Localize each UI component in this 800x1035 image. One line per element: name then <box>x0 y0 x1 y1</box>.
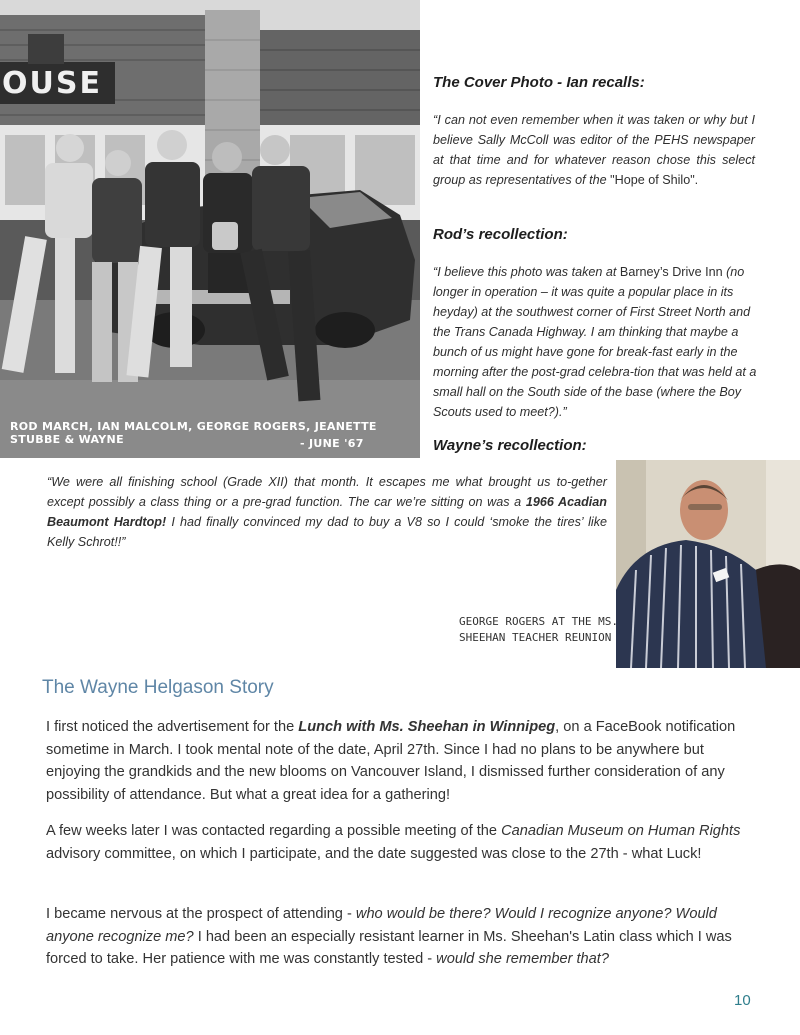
rod-recollection-heading: Rod’s recollection: <box>433 226 568 243</box>
barneys-drive-inn-text: Barney’s Drive Inn <box>619 265 723 279</box>
george-photo-illustration <box>616 460 800 668</box>
photo-caption-line2: - JUNE '67 <box>300 437 364 450</box>
george-rogers-photo <box>616 460 800 668</box>
car-model-text: 1966 Acadian Beaumont Hardtop! <box>47 495 607 529</box>
ian-quote <box>433 110 755 190</box>
ian-recall-heading: The Cover Photo - Ian recalls: <box>433 74 645 91</box>
wayne-recollection-heading: Wayne’s recollection: <box>433 437 587 454</box>
para1-start: I first noticed the advertisement for the <box>46 719 299 735</box>
photo-caption-line1: ROD MARCH, IAN MALCOLM, GEORGE ROGERS, JEANETTE STUBBE & WAYNE <box>10 420 377 446</box>
story-paragraph-1 <box>46 716 755 806</box>
ian-quote-text: “I can not even remember when it was taken or why but I believe Sally McColl was editor of the PEHS newspaper at that time and for whatever reason chose this select group as representatives of the <box>433 113 755 187</box>
cover-photo <box>0 0 420 458</box>
para1-rest: , on a FaceBook notification sometime in March. I took mental note of the date, April 27th. Since I had no plans to be anywhere but enjoying the grandkids and the new blooms on Vancouver Island, I dismissed further consideration of any possibility of attendance. But what a great idea for a gathering! <box>46 719 736 803</box>
story-title: The Wayne Helgason Story <box>42 677 274 698</box>
story-paragraph-3 <box>46 903 755 971</box>
wayne-quote <box>47 472 607 552</box>
para2-rest: advisory committee, on which I participate, and the date suggested was close to the 27th - what Luck! <box>46 845 702 862</box>
george-photo-caption-line2: SHEEHAN TEACHER REUNION <box>459 631 612 644</box>
rod-quote-rest: (no longer in operation – it was quite a popular place in its heyday) at the southwest corner of First Street North and the Trans Canada Highway. I am thinking that maybe a bunch of us might have gone for break-fast early in the morning after the post-grad celebra-tion that was held at a small hall on the South side of the base (where the Boy Scouts used to meet?).” <box>433 265 757 419</box>
drive-inn-sign-text: OUSE <box>2 66 102 101</box>
wayne-quote-rest: I had finally convinced my dad to buy a V8 so I could ‘smoke the tires’ like Kelly Schrot!!” <box>47 515 608 549</box>
para2-start: A few weeks later I was contacted regarding a possible meeting of the <box>46 823 502 839</box>
hope-of-shilo-text: "Hope of Shilo". <box>610 173 699 187</box>
rod-quote <box>433 262 761 422</box>
museum-name: Canadian Museum on Human Rights <box>501 823 741 839</box>
lunch-event-name: Lunch with Ms. Sheehan in Winnipeg <box>298 719 556 735</box>
story-paragraph-2 <box>46 820 755 865</box>
page-number: 10 <box>734 992 751 1009</box>
george-photo-caption-line1: GEORGE ROGERS AT THE MS. <box>459 615 618 628</box>
wayne-quote-start: “We were all finishing school (Grade XII) that month. It escapes me what brought us to-gether except possibly a class thing or a pre-grad function. The car we’re sitting on was a <box>47 475 607 509</box>
para3-questions: who would be there? Would I recognize anyone? Would anyone recognize me? <box>46 906 717 945</box>
para3-end-question: would she remember that? <box>436 951 609 967</box>
para3-middle: I had been an especially resistant learner in Ms. Sheehan's Latin class which I was forced to take. Her patience with me was constantly tested - <box>46 928 732 967</box>
rod-quote-start: “I believe this photo was taken at <box>433 265 620 279</box>
para3-start: I became nervous at the prospect of attending - <box>46 906 356 922</box>
